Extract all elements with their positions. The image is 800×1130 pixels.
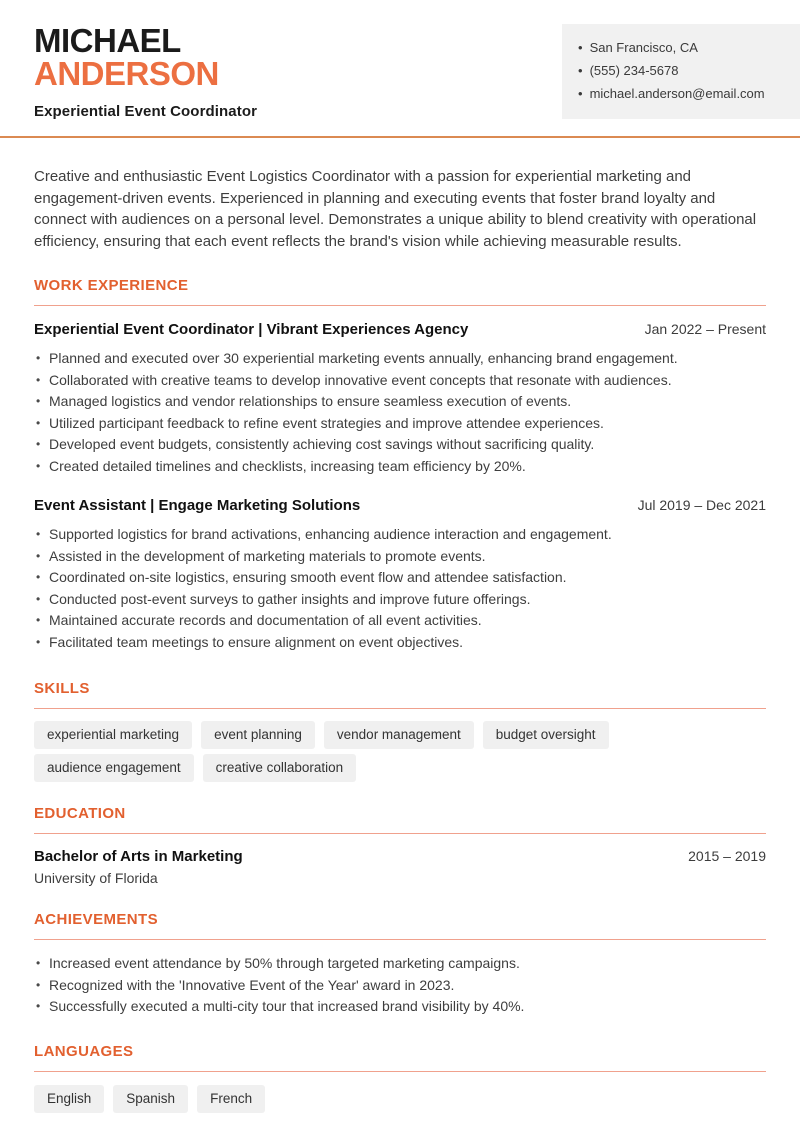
job-bullet: • Created detailed timelines and checklists, increasing team efficiency by 20%.	[34, 456, 766, 478]
candidate-job-title: Experiential Event Coordinator	[34, 103, 258, 120]
job-bullet: • Utilized participant feedback to refine event strategies and improve attendee experiences.	[34, 413, 766, 435]
job-title-company: Event Assistant | Engage Marketing Solutions	[34, 497, 361, 514]
section-title-work-experience: WORK EXPERIENCE	[34, 277, 189, 294]
education-school: University of Florida	[34, 870, 158, 886]
candidate-name	[34, 24, 257, 90]
job-bullet: • Collaborated with creative teams to develop innovative event concepts that resonate with audiences.	[34, 370, 766, 392]
achievement-bullet: • Increased event attendance by 50% through targeted marketing campaigns.	[34, 953, 766, 975]
section-achievements	[34, 912, 766, 1018]
section-languages	[34, 1044, 766, 1113]
job-bullet: • Developed event budgets, consistently achieving cost savings without sacrificing quality.	[34, 434, 766, 456]
education-degree: Bachelor of Arts in Marketing	[34, 848, 243, 865]
job-bullet: • Planned and executed over 30 experiential marketing events annually, enhancing brand engagement.	[34, 348, 766, 370]
skill-tag: budget oversight	[483, 721, 609, 749]
job-bullet: • Managed logistics and vendor relationships to ensure seamless execution of events.	[34, 391, 766, 413]
section-title-achievements: ACHIEVEMENTS	[34, 911, 158, 928]
job-bullet-list	[34, 524, 766, 653]
language-tag: French	[197, 1085, 265, 1113]
achievement-bullet: • Successfully executed a multi-city tour that increased brand visibility by 40%.	[34, 996, 766, 1018]
job-header-row	[34, 321, 766, 338]
section-title-education: EDUCATION	[34, 805, 126, 822]
education-dates: 2015 – 2019	[688, 848, 766, 864]
education-entry	[34, 848, 766, 886]
job-bullet: • Conducted post-event surveys to gather insights and improve future offerings.	[34, 589, 766, 611]
skill-tag: audience engagement	[34, 754, 194, 782]
section-title-skills: SKILLS	[34, 680, 90, 697]
contact-card	[562, 24, 800, 119]
section-skills	[34, 681, 766, 782]
language-tag: Spanish	[113, 1085, 188, 1113]
section-divider	[34, 939, 766, 940]
section-divider	[34, 305, 766, 306]
job-entry	[34, 497, 766, 653]
job-dates: Jul 2019 – Dec 2021	[637, 497, 766, 513]
header-row	[0, 24, 800, 120]
job-bullet: • Assisted in the development of marketing materials to promote events.	[34, 546, 766, 568]
identity-block	[34, 24, 257, 120]
language-tag: English	[34, 1085, 104, 1113]
job-bullet: • Maintained accurate records and documentation of all event activities.	[34, 610, 766, 632]
job-entry	[34, 321, 766, 477]
skill-tag: vendor management	[324, 721, 474, 749]
skill-tag: event planning	[201, 721, 315, 749]
first-name: MICHAEL	[34, 22, 181, 59]
skill-tag: creative collaboration	[203, 754, 357, 782]
section-divider	[34, 833, 766, 834]
resume-header	[0, 24, 800, 138]
contact-item: • San Francisco, CA	[578, 39, 782, 56]
skill-tag: experiential marketing	[34, 721, 192, 749]
summary-paragraph: Creative and enthusiastic Event Logistics Coordinator with a passion for experiential marketing and engagement-driven events. Experienced in planning and executing events that foster brand loyalty and connect with audiences on a personal level. Demonstrates a unique ability to blend creativity with operational efficiency, ensuring that each event reflects the brand's vision while achieving measurable results.	[34, 168, 757, 250]
section-divider	[34, 708, 766, 709]
section-title-languages: LANGUAGES	[34, 1042, 134, 1060]
header-divider	[0, 136, 800, 138]
section-work-experience	[34, 278, 766, 653]
languages-tag-list	[34, 1085, 766, 1113]
job-title-company: Experiential Event Coordinator | Vibrant Experiences Agency	[34, 321, 469, 338]
skills-tag-list	[34, 721, 766, 782]
achievements-bullet-list	[34, 953, 766, 1018]
section-divider	[34, 1071, 766, 1072]
job-bullet-list	[34, 348, 766, 477]
education-header-row	[34, 848, 766, 865]
contact-item: • michael.anderson@email.com	[578, 85, 782, 102]
job-dates: Jan 2022 – Present	[644, 321, 766, 337]
achievement-bullet: • Recognized with the 'Innovative Event of the Year' award in 2023.	[34, 975, 766, 997]
resume-body	[0, 166, 800, 1113]
job-bullet: • Supported logistics for brand activations, enhancing audience interaction and engagement.	[34, 524, 766, 546]
contact-item: • (555) 234-5678	[578, 62, 782, 79]
job-bullet: • Facilitated team meetings to ensure alignment on event objectives.	[34, 632, 766, 654]
job-bullet: • Coordinated on-site logistics, ensuring smooth event flow and attendee satisfaction.	[34, 567, 766, 589]
section-education	[34, 806, 766, 886]
last-name: ANDERSON	[34, 55, 219, 92]
job-header-row	[34, 497, 766, 514]
